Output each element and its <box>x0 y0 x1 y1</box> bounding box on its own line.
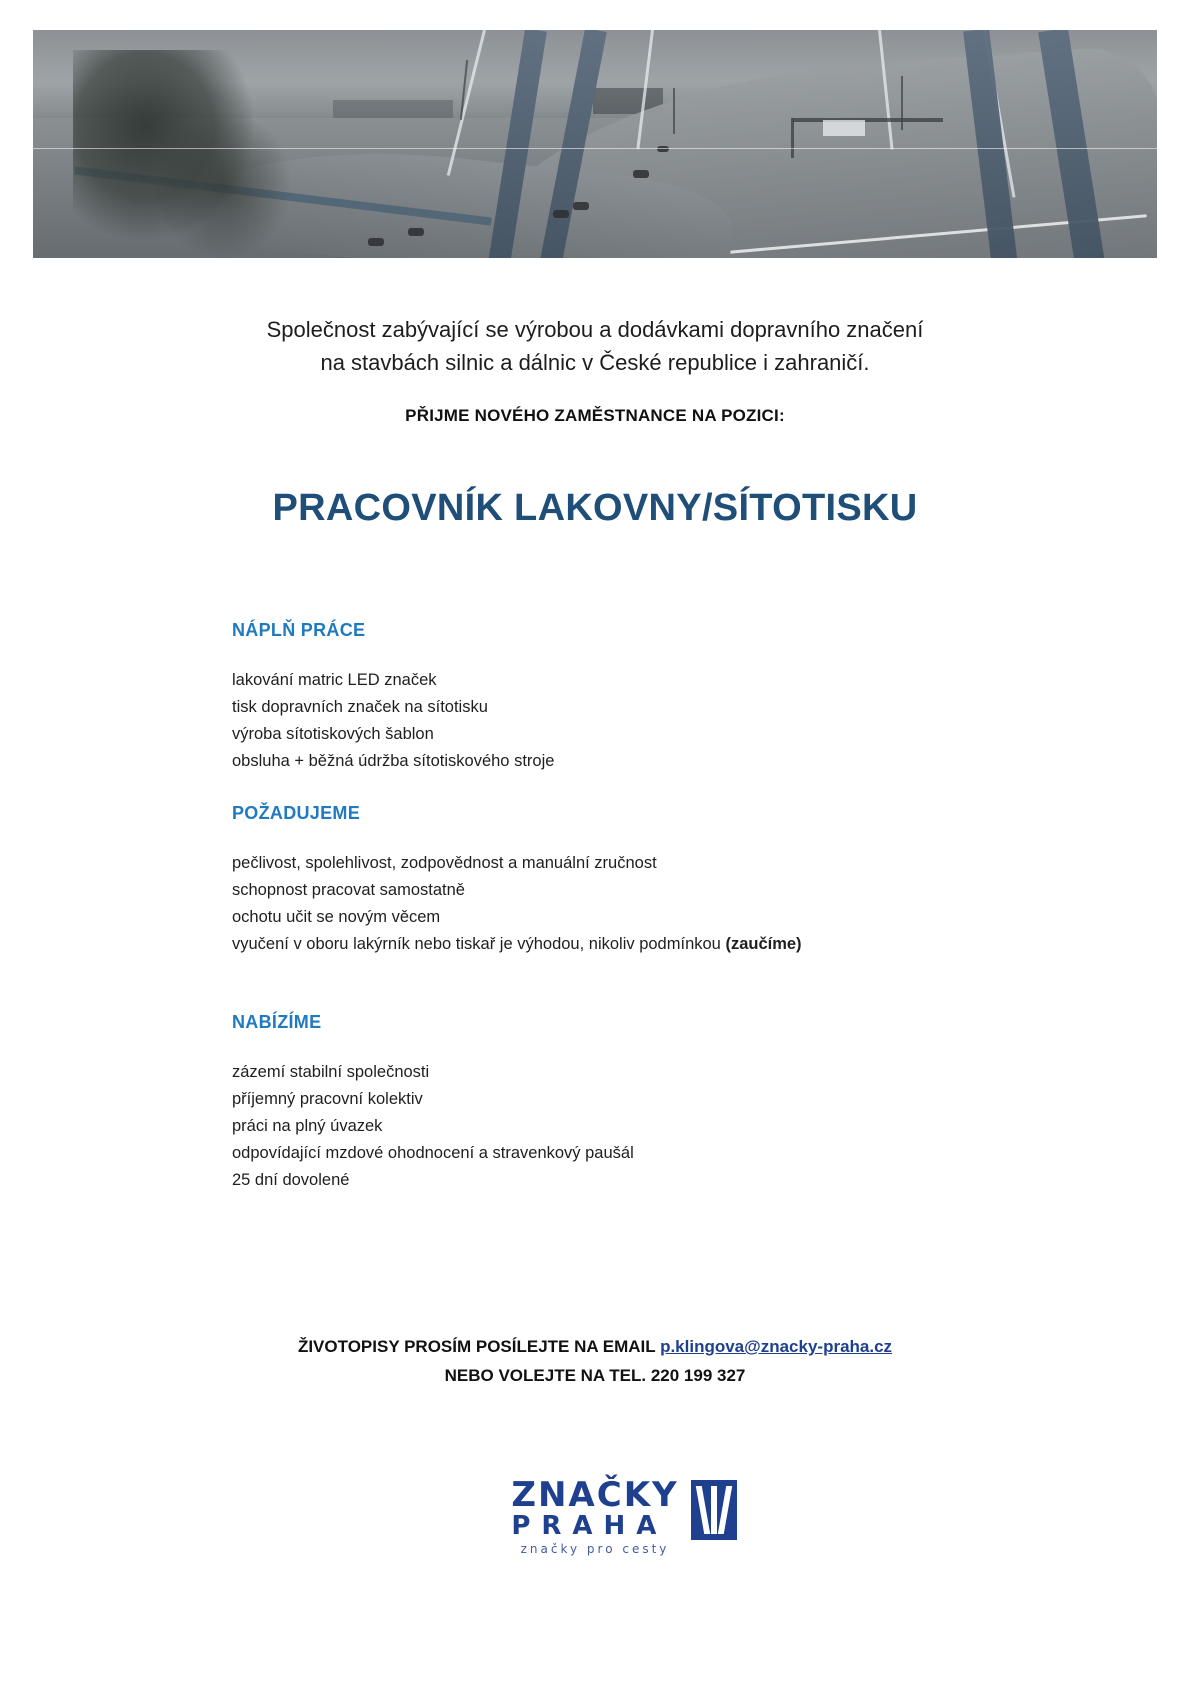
list-item: lakování matric LED značek <box>232 671 437 689</box>
image-seam-line <box>33 148 1157 149</box>
list-item: ochotu učit se novým věcem <box>232 908 441 926</box>
building-silhouette <box>333 100 453 118</box>
vehicle <box>657 146 669 152</box>
tree-silhouette <box>153 110 293 258</box>
list-item <box>232 931 1032 958</box>
section-heading: NÁPLŇ PRÁCE <box>232 620 366 640</box>
list-item: pečlivost, spolehlivost, zodpovědnost a manuální zručnost <box>232 854 657 872</box>
logo-name-bottom: PRAHA <box>511 1511 668 1541</box>
intro-paragraph <box>0 313 1190 379</box>
section-requirements <box>232 803 1032 958</box>
vehicle <box>368 238 384 246</box>
contact-line-1 <box>0 1332 1190 1361</box>
list-item: odpovídající mzdové ohodnocení a stravenkový paušál <box>232 1144 634 1162</box>
vehicle <box>553 210 569 218</box>
offer-list <box>232 1059 1032 1194</box>
section-heading: POŽADUJEME <box>232 803 361 823</box>
list-item: 25 dní dovolené <box>232 1171 350 1189</box>
section-offer <box>232 1012 1032 1194</box>
section-job-duties <box>232 620 1032 775</box>
vehicle <box>633 170 649 178</box>
email-link[interactable]: p.klingova@znacky-praha.cz <box>660 1337 893 1356</box>
intro-line-1: Společnost zabývající se výrobou a dodávkami dopravního značení <box>266 317 924 342</box>
traffic-sign <box>823 120 865 136</box>
contact-line-2: NEBO VOLEJTE NA TEL. 220 199 327 <box>444 1366 746 1385</box>
highway-mark-icon <box>691 1480 737 1540</box>
list-item: schopnost pracovat samostatně <box>232 881 465 899</box>
requirements-list <box>232 850 1032 958</box>
street-lamp <box>901 76 903 130</box>
list-item-emphasis: (zaučíme) <box>725 935 802 953</box>
contact-prefix: ŽIVOTOPISY PROSÍM POSÍLEJTE NA EMAIL <box>297 1337 661 1356</box>
duties-list <box>232 667 1032 775</box>
list-item: příjemný pracovní kolektiv <box>232 1090 423 1108</box>
company-logo <box>0 1475 1190 1558</box>
logo-name-top: ZNAČKY <box>511 1475 679 1515</box>
vehicle <box>408 228 424 236</box>
subheading: PŘIJME NOVÉHO ZAMĚSTNANCE NA POZICI: <box>405 406 785 425</box>
intro-line-2: na stavbách silnic a dálnic v České republice i zahraničí. <box>320 350 870 375</box>
contact-block <box>0 1332 1190 1390</box>
list-item: zázemí stabilní společnosti <box>232 1063 430 1081</box>
section-heading: NABÍZÍME <box>232 1012 322 1032</box>
page-title: PRACOVNÍK LAKOVNY/SÍTOTISKU <box>272 487 918 529</box>
sign-gantry <box>793 118 943 122</box>
logo-inner <box>511 1475 679 1556</box>
sign-gantry-leg <box>791 118 794 158</box>
list-item-text: vyučení v oboru lakýrník nebo tiskař je výhodou, nikoliv podmínkou <box>232 935 721 953</box>
logo-tagline: značky pro cesty <box>520 1542 670 1556</box>
list-item: obsluha + běžná údržba sítotiskového stroje <box>232 752 555 770</box>
street-lamp <box>673 88 675 134</box>
vehicle <box>573 202 589 210</box>
list-item: tisk dopravních značek na sítotisku <box>232 698 488 716</box>
hero-image <box>33 30 1157 258</box>
list-item: výroba sítotiskových šablon <box>232 725 434 743</box>
list-item: práci na plný úvazek <box>232 1117 383 1135</box>
